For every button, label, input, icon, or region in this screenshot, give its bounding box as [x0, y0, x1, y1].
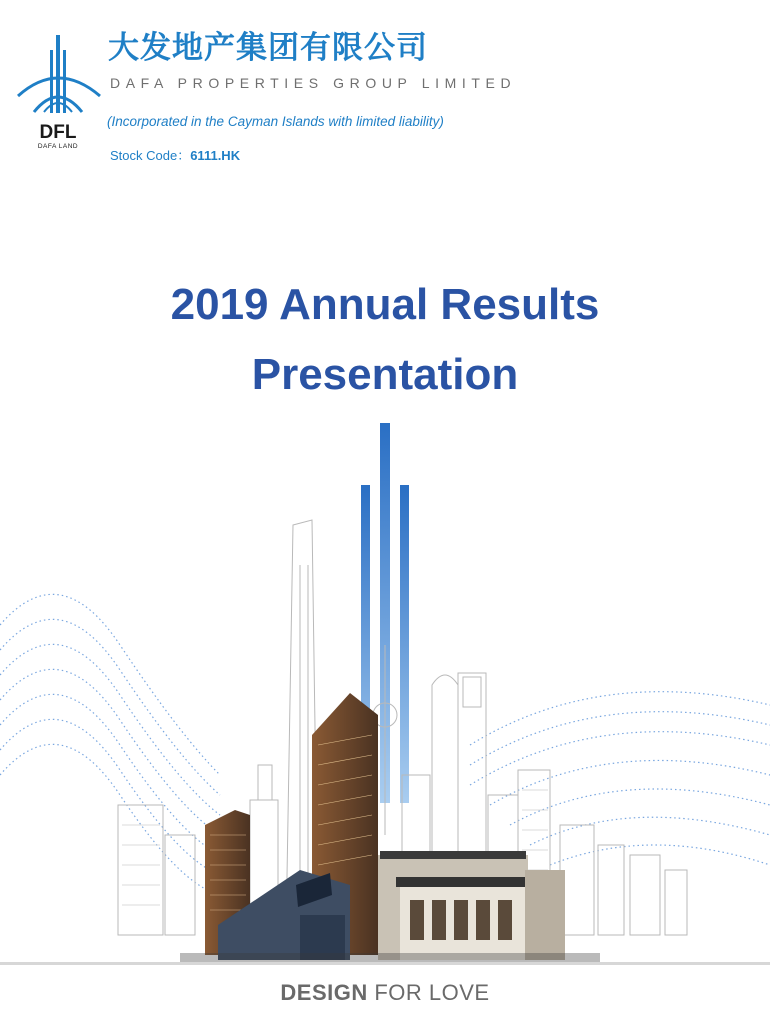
wave-dots-right: [470, 692, 770, 865]
company-name-en: DAFA PROPERTIES GROUP LIMITED: [110, 75, 517, 91]
tagline: [0, 980, 770, 1006]
tagline-design: DESIGN: [280, 980, 368, 1005]
logo-mark-subtext: DAFA LAND: [37, 143, 79, 150]
footer-divider: [0, 962, 770, 965]
header: [0, 0, 770, 200]
title-line-2: Presentation: [251, 350, 519, 399]
cityscape-illustration: [0, 415, 770, 975]
dafa-logo-icon: [14, 30, 104, 155]
stock-code: [110, 145, 240, 164]
wave-dots-left: [0, 594, 220, 895]
title-line-1: 2019 Annual Results: [170, 280, 600, 329]
stock-code-value: 6111.HK: [190, 148, 241, 163]
incorporation-note: (Incorporated in the Cayman Islands with limited liability): [107, 114, 444, 129]
tagline-rest: FOR LOVE: [367, 980, 490, 1005]
logo-mark-text: DFL: [39, 122, 77, 143]
stock-code-label: Stock Code：: [110, 148, 191, 163]
company-name-cn: 大发地产集团有限公司: [108, 30, 428, 66]
page-title: [0, 270, 770, 410]
